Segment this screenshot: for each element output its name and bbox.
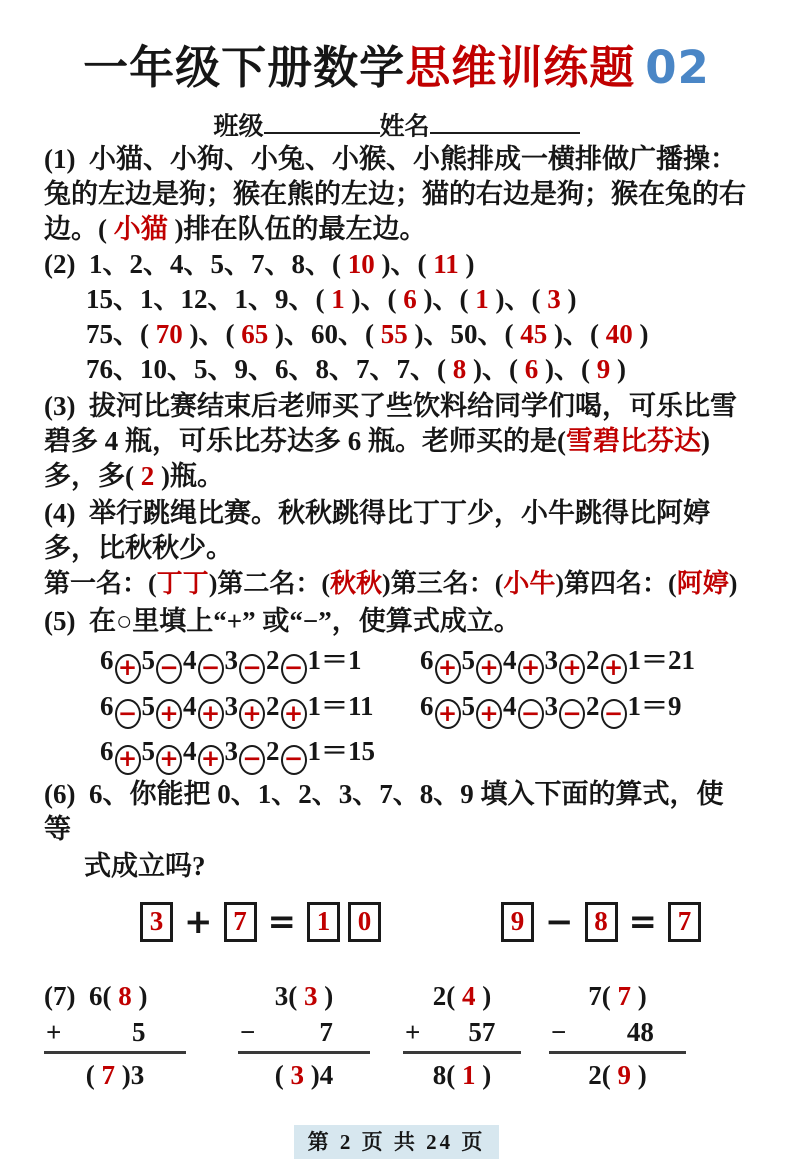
text-run: ＝15 — [321, 736, 375, 766]
q2-sequence-line — [44, 282, 749, 317]
vertical-problem-2 — [238, 980, 370, 1091]
vp-operand: 7 — [319, 1016, 333, 1047]
answer-red-text: 3 — [290, 1059, 304, 1090]
circled-operator-icon: + — [435, 654, 461, 684]
text-run: 3( — [274, 980, 304, 1011]
answer-box: 8 — [585, 902, 618, 942]
text-run: )、( — [466, 354, 525, 384]
text-run: 15、1、12、1、9、( — [86, 284, 332, 314]
answer-red-text: 丁丁 — [156, 569, 209, 598]
text-run: )、( — [374, 249, 434, 279]
answer-red-text: 8 — [452, 354, 467, 384]
circled-operator-icon: + — [435, 699, 461, 729]
circled-operator-icon: − — [559, 699, 585, 729]
text-run: ＝11 — [321, 690, 374, 721]
answer-box: 0 — [348, 902, 381, 942]
circled-operator-icon: − — [115, 699, 141, 729]
text-run: ) — [632, 319, 649, 349]
class-name-line — [44, 106, 749, 140]
answer-red-text: 45 — [520, 319, 548, 349]
text-run: )、( — [416, 284, 476, 314]
text-run: 5 — [461, 645, 475, 675]
text-run: )、( — [538, 354, 597, 384]
text-run: )、( — [547, 319, 606, 349]
answer-red-text: 雪碧比芬达 — [566, 426, 701, 456]
text-run: ) — [728, 569, 738, 598]
text-run: (3) 拔河比赛结束后老师买了些饮料给同学们喝，可乐比雪碧多 4 瓶，可乐比芬达多 6 瓶。老师买的是( — [44, 391, 737, 456]
text-run: (4) 举行跳绳比赛。秋秋跳得比丁丁少，小牛跳得比阿婷多，比秋秋少。 — [44, 498, 710, 563]
text-run: ) — [631, 980, 647, 1011]
text-run: ) — [475, 1059, 492, 1090]
vp-operator-row — [238, 1016, 370, 1054]
text-run: 1 — [307, 736, 321, 766]
circled-operator-icon: + — [476, 699, 502, 729]
answer-red-text: 6 — [524, 354, 539, 384]
q4-intro — [44, 496, 749, 566]
question-4 — [44, 496, 749, 602]
vertical-problem-3 — [403, 980, 521, 1091]
answer-red-text: 55 — [380, 319, 408, 349]
text-run: )第二名：( — [208, 569, 331, 598]
answer-red-text: 1 — [475, 284, 489, 314]
question-5 — [44, 604, 749, 775]
text-run: 4 — [503, 690, 517, 721]
text-run: ) — [631, 1059, 647, 1090]
question-2 — [44, 247, 749, 387]
text-run: ＝21 — [641, 645, 695, 675]
answer-red-text: 2 — [140, 461, 155, 491]
text-run: 2( — [588, 1059, 618, 1090]
text-run: 4 — [503, 645, 517, 675]
text-run: ＝9 — [641, 690, 682, 721]
text-run: 5 — [141, 690, 155, 721]
text-run: 3 — [544, 690, 558, 721]
vp-top-line — [549, 980, 686, 1012]
text-run: ) — [610, 354, 626, 384]
circled-operator-icon: + — [156, 699, 182, 729]
q5-equation — [100, 687, 420, 730]
title-red-part: 思维训练题 — [405, 41, 636, 94]
answer-box: 9 — [501, 902, 534, 942]
answer-red-text: 7 — [101, 1059, 115, 1090]
vertical-problem-1 — [44, 980, 186, 1091]
answer-red-text: 小牛 — [503, 569, 556, 598]
vp-result-line — [403, 1054, 521, 1091]
text-run: )、50、( — [407, 319, 521, 349]
answer-red-text: 阿婷 — [676, 569, 729, 598]
circled-operator-icon: − — [601, 699, 627, 729]
answer-red-text: 6 — [403, 284, 417, 314]
text-run: 5 — [141, 736, 155, 766]
text-run: 2 — [586, 690, 600, 721]
text-run: )多，多( — [44, 426, 710, 491]
text-run: 3 — [224, 736, 238, 766]
circled-operator-icon: + — [115, 745, 141, 775]
text-run: ) — [458, 249, 475, 279]
text-run: 6 — [100, 736, 114, 766]
text-run: )第三名：( — [382, 569, 504, 598]
q6-equation-subtraction — [497, 902, 705, 942]
q2-sequence-line — [44, 317, 749, 352]
text-run: 第一名：( — [44, 569, 157, 598]
circled-operator-icon: + — [156, 745, 182, 775]
q5-equations — [100, 641, 749, 775]
text-run: )排在队伍的最左边。 — [167, 214, 427, 244]
text-run: ) — [317, 980, 334, 1011]
vp-operand: 5 — [131, 1016, 146, 1047]
text-run: ( — [85, 1059, 102, 1090]
vp-top-line — [403, 980, 521, 1012]
answer-red-text: 8 — [118, 980, 132, 1011]
circled-operator-icon: + — [239, 699, 265, 729]
operator-symbol: = — [267, 901, 296, 942]
circled-operator-icon: − — [156, 654, 182, 684]
circled-operator-icon: + — [198, 745, 224, 775]
text-run: 1 — [627, 690, 641, 721]
vp-operand: 48 — [626, 1016, 654, 1047]
circled-operator-icon: + — [281, 699, 307, 729]
vp-operator: − — [240, 1016, 256, 1047]
q2-sequence-line — [44, 247, 749, 282]
vertical-problem-4 — [549, 980, 686, 1091]
answer-red-text: 40 — [605, 319, 633, 349]
answer-red-text: 70 — [155, 319, 183, 349]
text-run: ) — [131, 980, 148, 1011]
vp-operator: − — [551, 1016, 567, 1047]
vp-top-line — [44, 980, 186, 1012]
text-run: )、( — [182, 319, 242, 349]
answer-box: 7 — [224, 902, 257, 942]
vp-operator-row — [44, 1016, 186, 1054]
answer-box: 3 — [140, 902, 173, 942]
title-number: 02 — [645, 41, 710, 94]
q6-intro-line1: (6) 6、你能把 0、1、2、3、7、8、9 填入下面的算式，使等 — [44, 778, 724, 844]
vp-operator: + — [405, 1016, 421, 1047]
question-1 — [44, 142, 749, 247]
q5-equation — [420, 687, 749, 730]
text-run: (1) 小猫、小狗、小兔、小猴、小熊排成一横排做广播操：兔的左边是狗；猴在熊的左边；猫的右边是狗；猴在兔的右边。( — [44, 144, 746, 244]
q5-intro: (5) 在○里填上“+” 或“−”，使算式成立。 — [44, 606, 521, 636]
text-run: 2 — [586, 645, 600, 675]
answer-red-text: 小猫 — [113, 214, 168, 244]
text-run: 3 — [544, 645, 558, 675]
text-run: 3 — [224, 690, 238, 721]
text-run: 6 — [420, 645, 434, 675]
answer-box: 7 — [668, 902, 701, 942]
text-run: 2 — [266, 645, 280, 675]
circled-operator-icon: − — [281, 745, 307, 775]
circled-operator-icon: − — [198, 654, 224, 684]
circled-operator-icon: − — [239, 654, 265, 684]
answer-red-text: 4 — [462, 980, 476, 1011]
name-label: 姓名 — [379, 113, 430, 141]
q6-intro-line2: 式成立吗? — [84, 850, 206, 881]
text-run: 8( — [432, 1059, 462, 1090]
answer-box: 1 — [307, 902, 340, 942]
circled-operator-icon: − — [518, 699, 544, 729]
q5-equation — [100, 641, 420, 684]
text-run: 6 — [100, 645, 114, 675]
operator-symbol: = — [628, 901, 657, 942]
text-run: )第四名：( — [555, 569, 677, 598]
text-run: 1 — [627, 645, 641, 675]
text-run: 2 — [266, 736, 280, 766]
text-run: 76、10、5、9、6、8、7、7、( — [86, 354, 453, 384]
text-run: 4 — [183, 736, 197, 766]
text-run: 3 — [224, 645, 238, 675]
text-run: ( — [274, 1059, 291, 1090]
circled-operator-icon: + — [115, 654, 141, 684]
text-run: 5 — [141, 645, 155, 675]
text-run: 75、( — [86, 319, 156, 349]
text-run: ) — [475, 980, 492, 1011]
page-number-badge: 第 2 页 共 24 页 — [294, 1125, 500, 1159]
text-run: (2) 1、2、4、5、7、8、( — [44, 249, 348, 279]
answer-red-text: 65 — [241, 319, 269, 349]
text-run: 1 — [307, 645, 321, 675]
text-run: 6 — [100, 690, 114, 721]
text-run: 7( — [588, 980, 618, 1011]
vp-result-line — [238, 1054, 370, 1091]
vp-operator-row — [549, 1016, 686, 1054]
vp-result-line — [44, 1054, 186, 1091]
q2-sequence-line — [44, 352, 749, 387]
name-blank-line — [430, 106, 580, 134]
text-run: 2 — [266, 690, 280, 721]
vp-operator-row — [403, 1016, 521, 1054]
operator-symbol: − — [545, 901, 574, 942]
vp-result-line — [549, 1054, 686, 1091]
answer-red-text: 9 — [596, 354, 611, 384]
circled-operator-icon: + — [518, 654, 544, 684]
page-title — [44, 40, 749, 96]
page-footer — [44, 1125, 749, 1159]
circled-operator-icon: + — [601, 654, 627, 684]
question-7 — [44, 980, 749, 1091]
text-run: 4 — [183, 690, 197, 721]
q6-equation-addition — [136, 902, 385, 942]
title-black-part: 一年级下册数学 — [83, 41, 406, 94]
answer-red-text: 7 — [617, 980, 631, 1011]
text-run: ) — [560, 284, 577, 314]
class-label: 班级 — [213, 113, 264, 141]
answer-red-text: 11 — [433, 249, 459, 279]
text-run: 2( — [432, 980, 462, 1011]
class-blank-line — [264, 106, 380, 134]
q5-equation — [100, 732, 420, 775]
circled-operator-icon: − — [281, 654, 307, 684]
q4-ranking-line — [44, 566, 749, 602]
q6-box-equations — [136, 898, 749, 946]
q5-equation — [420, 641, 749, 684]
text-run: )、( — [488, 284, 548, 314]
answer-red-text: 3 — [547, 284, 561, 314]
answer-red-text: 3 — [304, 980, 318, 1011]
circled-operator-icon: − — [239, 745, 265, 775]
answer-red-text: 9 — [617, 1059, 631, 1090]
question-6 — [44, 777, 749, 946]
text-run: )4 — [304, 1059, 334, 1090]
question-3 — [44, 389, 749, 494]
circled-operator-icon: + — [559, 654, 585, 684]
text-run: 6 — [420, 690, 434, 721]
answer-red-text: 1 — [331, 284, 345, 314]
answer-red-text: 秋秋 — [330, 569, 383, 598]
text-run: 4 — [183, 645, 197, 675]
answer-red-text: 10 — [347, 249, 375, 279]
text-run: )3 — [115, 1059, 145, 1090]
text-run: 1 — [307, 690, 321, 721]
text-run: )、60、( — [268, 319, 381, 349]
operator-symbol: + — [184, 901, 213, 942]
answer-red-text: 1 — [462, 1059, 476, 1090]
vp-top-line — [238, 980, 370, 1012]
text-run: )瓶。 — [154, 461, 224, 491]
circled-operator-icon: + — [476, 654, 502, 684]
text-run: 5 — [461, 690, 475, 721]
circled-operator-icon: + — [198, 699, 224, 729]
vp-operator: + — [46, 1016, 62, 1047]
text-run: ＝1 — [321, 645, 362, 675]
text-run: (7) 6( — [44, 980, 119, 1011]
text-run: )、( — [344, 284, 404, 314]
vp-operand: 57 — [468, 1016, 496, 1047]
